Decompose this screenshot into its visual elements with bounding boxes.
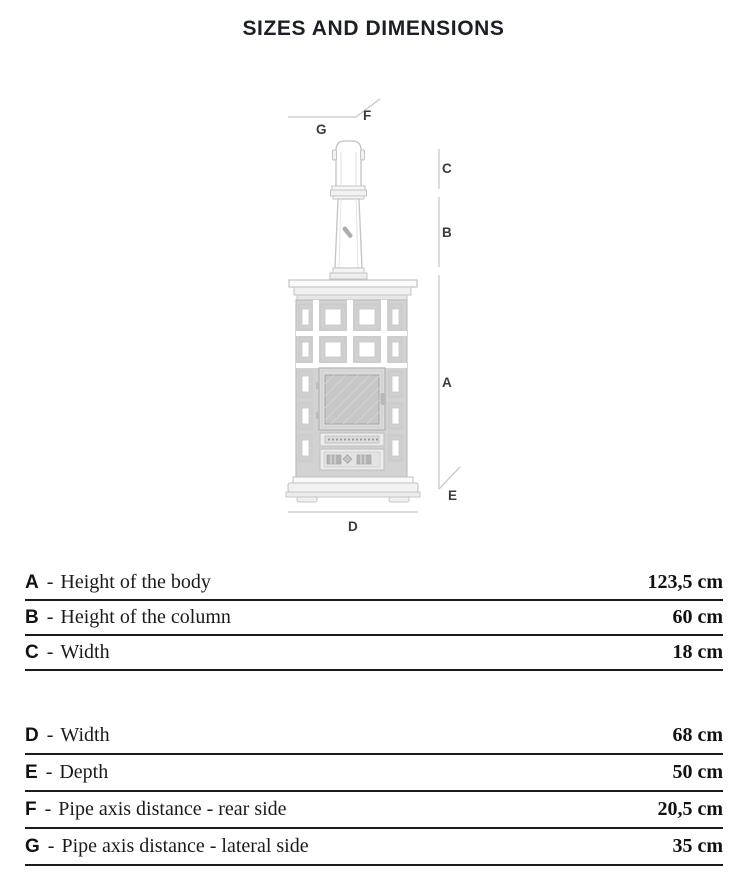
row-dash: - <box>46 606 54 628</box>
row-value: 50 cm <box>672 761 723 783</box>
dim-label-a: A <box>442 375 452 390</box>
row-dash: - <box>45 761 53 783</box>
row-value: 68 cm <box>672 724 723 746</box>
stove-vent-strip <box>320 433 384 446</box>
table-row <box>25 792 723 829</box>
row-label: Width <box>60 724 110 746</box>
dim-label-d: D <box>348 519 358 534</box>
row-letter: D <box>25 725 39 746</box>
table-row <box>25 566 723 601</box>
dim-label-g: G <box>316 122 327 137</box>
dim-label-f: F <box>363 108 372 123</box>
row-dash: - <box>44 798 52 820</box>
page-title: SIZES AND DIMENSIONS <box>242 17 505 40</box>
row-value: 35 cm <box>672 835 723 857</box>
table-row <box>25 636 723 671</box>
stove-base <box>286 477 420 502</box>
table-row <box>25 829 723 866</box>
row-dash: - <box>47 835 55 857</box>
dim-label-b: B <box>442 225 452 240</box>
stove-chimney-pipe <box>330 141 367 279</box>
row-value: 18 cm <box>672 641 723 663</box>
dimension-table-lower <box>25 718 723 866</box>
row-value: 60 cm <box>672 606 723 628</box>
row-dash: - <box>46 571 54 593</box>
row-label: Height of the body <box>60 571 211 593</box>
row-label: Width <box>60 641 110 663</box>
height-dimension-line <box>439 149 460 489</box>
row-label: Height of the column <box>60 606 231 628</box>
row-dash: - <box>46 724 54 746</box>
row-dash: - <box>46 641 54 663</box>
row-letter: E <box>25 762 38 783</box>
row-value: 123,5 cm <box>647 571 723 593</box>
door-hinge-top <box>316 382 319 389</box>
row-letter: A <box>25 572 39 593</box>
row-label: Depth <box>59 761 109 783</box>
row-value: 20,5 cm <box>657 798 723 820</box>
row-label: Pipe axis distance - lateral side <box>61 835 309 857</box>
door-hinge-bottom <box>316 412 319 419</box>
row-letter: B <box>25 607 39 628</box>
table-row <box>25 601 723 636</box>
table-row <box>25 718 723 755</box>
row-label: Pipe axis distance - rear side <box>58 798 287 820</box>
stove-fire-door <box>316 368 385 430</box>
row-letter: G <box>25 836 40 857</box>
door-handle <box>381 393 386 405</box>
stove-ash-panel <box>320 449 384 470</box>
dimension-table-upper <box>25 566 723 671</box>
stove-top-cornice <box>289 280 417 300</box>
dim-label-e: E <box>448 488 458 503</box>
dim-label-c: C <box>442 161 452 176</box>
row-letter: C <box>25 642 39 663</box>
row-letter: F <box>25 799 37 820</box>
table-row <box>25 755 723 792</box>
